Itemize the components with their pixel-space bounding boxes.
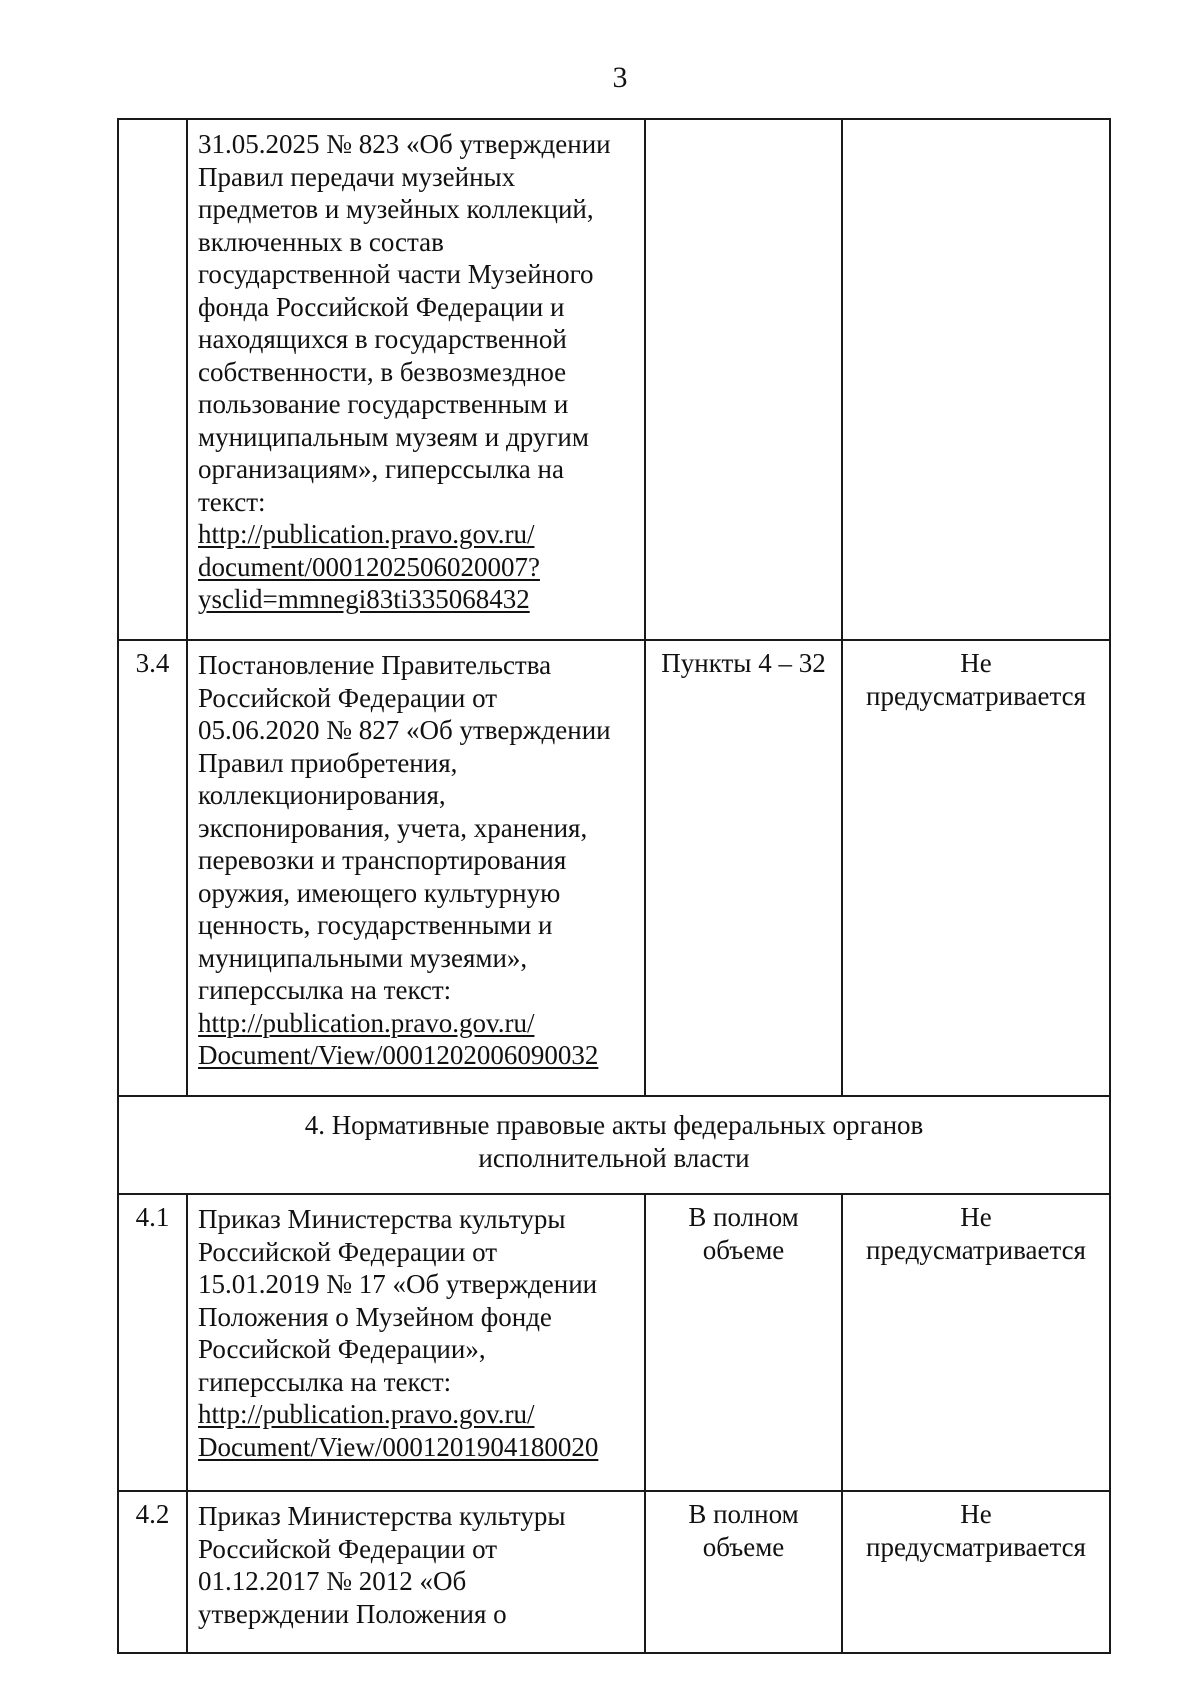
- section-header-cell: [118, 1096, 1110, 1194]
- document-text-line: 05.06.2020 № 827 «Об утверждении: [198, 715, 611, 745]
- document-text-line: 31.05.2025 № 823 «Об утверждении: [198, 129, 611, 159]
- document-cell: [187, 119, 645, 640]
- document-text-line: Приказ Министерства культуры: [198, 1204, 566, 1234]
- document-text-line: 15.01.2019 № 17 «Об утверждении: [198, 1269, 598, 1299]
- scope-cell: [645, 1194, 842, 1491]
- document-text-line: 01.12.2017 № 2012 «Об: [198, 1566, 467, 1596]
- scope-cell: [645, 119, 842, 640]
- scope-text-line: объеме: [702, 1234, 785, 1265]
- condition-cell: [842, 640, 1110, 1096]
- condition-text-line: Не: [960, 1202, 992, 1232]
- document-text-line: фонда Российской Федерации и: [198, 291, 565, 322]
- document-text-line: Приказ Министерства культуры: [198, 1501, 566, 1531]
- document-text-line: Российской Федерации»,: [198, 1334, 486, 1364]
- document-text-line: собственности, в безвозмездное: [198, 356, 567, 387]
- document-text-line: муниципальными музеями»,: [198, 942, 528, 973]
- document-text-line: муниципальным музеям и другим: [198, 421, 589, 452]
- condition-cell: [842, 1491, 1110, 1653]
- scope-text-line: В полном: [688, 1499, 799, 1529]
- document-text-line: текст:: [198, 486, 266, 517]
- table-row: [118, 1194, 1110, 1491]
- regulations-table: [117, 118, 1111, 1654]
- condition-cell: [842, 1194, 1110, 1491]
- document-text-line: гиперссылка на текст:: [198, 1366, 452, 1397]
- row-number-cell: 3.4: [118, 640, 187, 1096]
- scope-text: Пункты 4 – 32: [661, 648, 826, 678]
- page-number: 3: [612, 61, 628, 94]
- hyperlink-line[interactable]: http://publication.pravo.gov.ru/: [198, 519, 535, 549]
- document-text-line: Правил передачи музейных: [198, 161, 516, 192]
- hyperlink-line[interactable]: Document/View/0001202006090032: [198, 1040, 599, 1070]
- scope-text-line: объеме: [702, 1531, 785, 1562]
- row-number-cell: 4.2: [118, 1491, 187, 1653]
- document-text-line: ценность, государственными и: [198, 910, 553, 940]
- document-text-line: организациям», гиперссылка на: [198, 454, 564, 484]
- section-header-row: [118, 1096, 1110, 1194]
- condition-text-line: Не: [960, 1499, 992, 1529]
- scope-cell: [645, 640, 842, 1096]
- document-cell: [187, 1491, 645, 1653]
- table-row: [118, 119, 1110, 640]
- row-number-cell: 4.1: [118, 1194, 187, 1491]
- document-text-line: Российской Федерации от: [198, 1236, 498, 1267]
- hyperlink-line[interactable]: http://publication.pravo.gov.ru/: [198, 1007, 535, 1038]
- document-text-line: Постановление Правительства: [198, 650, 552, 680]
- table-row: [118, 640, 1110, 1096]
- document-text-line: экспонирования, учета, хранения,: [198, 812, 588, 843]
- condition-text-line: предусматривается: [866, 680, 1086, 711]
- scope-text-line: В полном: [688, 1202, 799, 1232]
- document-hyperlink[interactable]: [198, 1398, 638, 1463]
- document-text-line: включенных в состав: [198, 226, 444, 257]
- document-text-line: Российской Федерации от: [198, 682, 498, 713]
- document-text-line: гиперссылка на текст:: [198, 975, 452, 1005]
- document-cell: [187, 1194, 645, 1491]
- condition-text-line: Не: [960, 648, 992, 678]
- document-text-line: Российской Федерации от: [198, 1533, 498, 1564]
- hyperlink-line[interactable]: http://publication.pravo.gov.ru/: [198, 1399, 535, 1429]
- section-title-line: 4. Нормативные правовые акты федеральных органов: [304, 1110, 924, 1140]
- hyperlink-line[interactable]: Document/View/0001201904180020: [198, 1431, 599, 1462]
- table-row: [118, 1491, 1110, 1653]
- document-text-line: Правил приобретения,: [198, 747, 458, 778]
- condition-text-line: предусматривается: [866, 1531, 1086, 1562]
- document-hyperlink[interactable]: [198, 518, 638, 616]
- document-text-line: государственной части Музейного: [198, 259, 594, 289]
- condition-cell: [842, 119, 1110, 640]
- document-hyperlink[interactable]: [198, 1007, 638, 1072]
- document-text-line: пользование государственным и: [198, 389, 569, 419]
- document-text-line: Положения о Музейном фонде: [198, 1301, 552, 1332]
- document-text-line: оружия, имеющего культурную: [198, 877, 561, 908]
- document-text-line: коллекционирования,: [198, 780, 446, 810]
- scope-cell: [645, 1491, 842, 1653]
- hyperlink-line[interactable]: ysclid=mmnegi83ti335068432: [198, 584, 530, 614]
- document-cell: [187, 640, 645, 1096]
- row-number-cell: [118, 119, 187, 640]
- hyperlink-line[interactable]: document/0001202506020007?: [198, 551, 540, 582]
- document-text-line: перевозки и транспортирования: [198, 845, 567, 875]
- condition-text-line: предусматривается: [866, 1234, 1086, 1265]
- document-text-line: находящихся в государственной: [198, 324, 567, 354]
- document-text-line: утверждении Положения о: [198, 1598, 507, 1629]
- document-text-line: предметов и музейных коллекций,: [198, 194, 594, 224]
- section-title-line: исполнительной власти: [478, 1142, 750, 1173]
